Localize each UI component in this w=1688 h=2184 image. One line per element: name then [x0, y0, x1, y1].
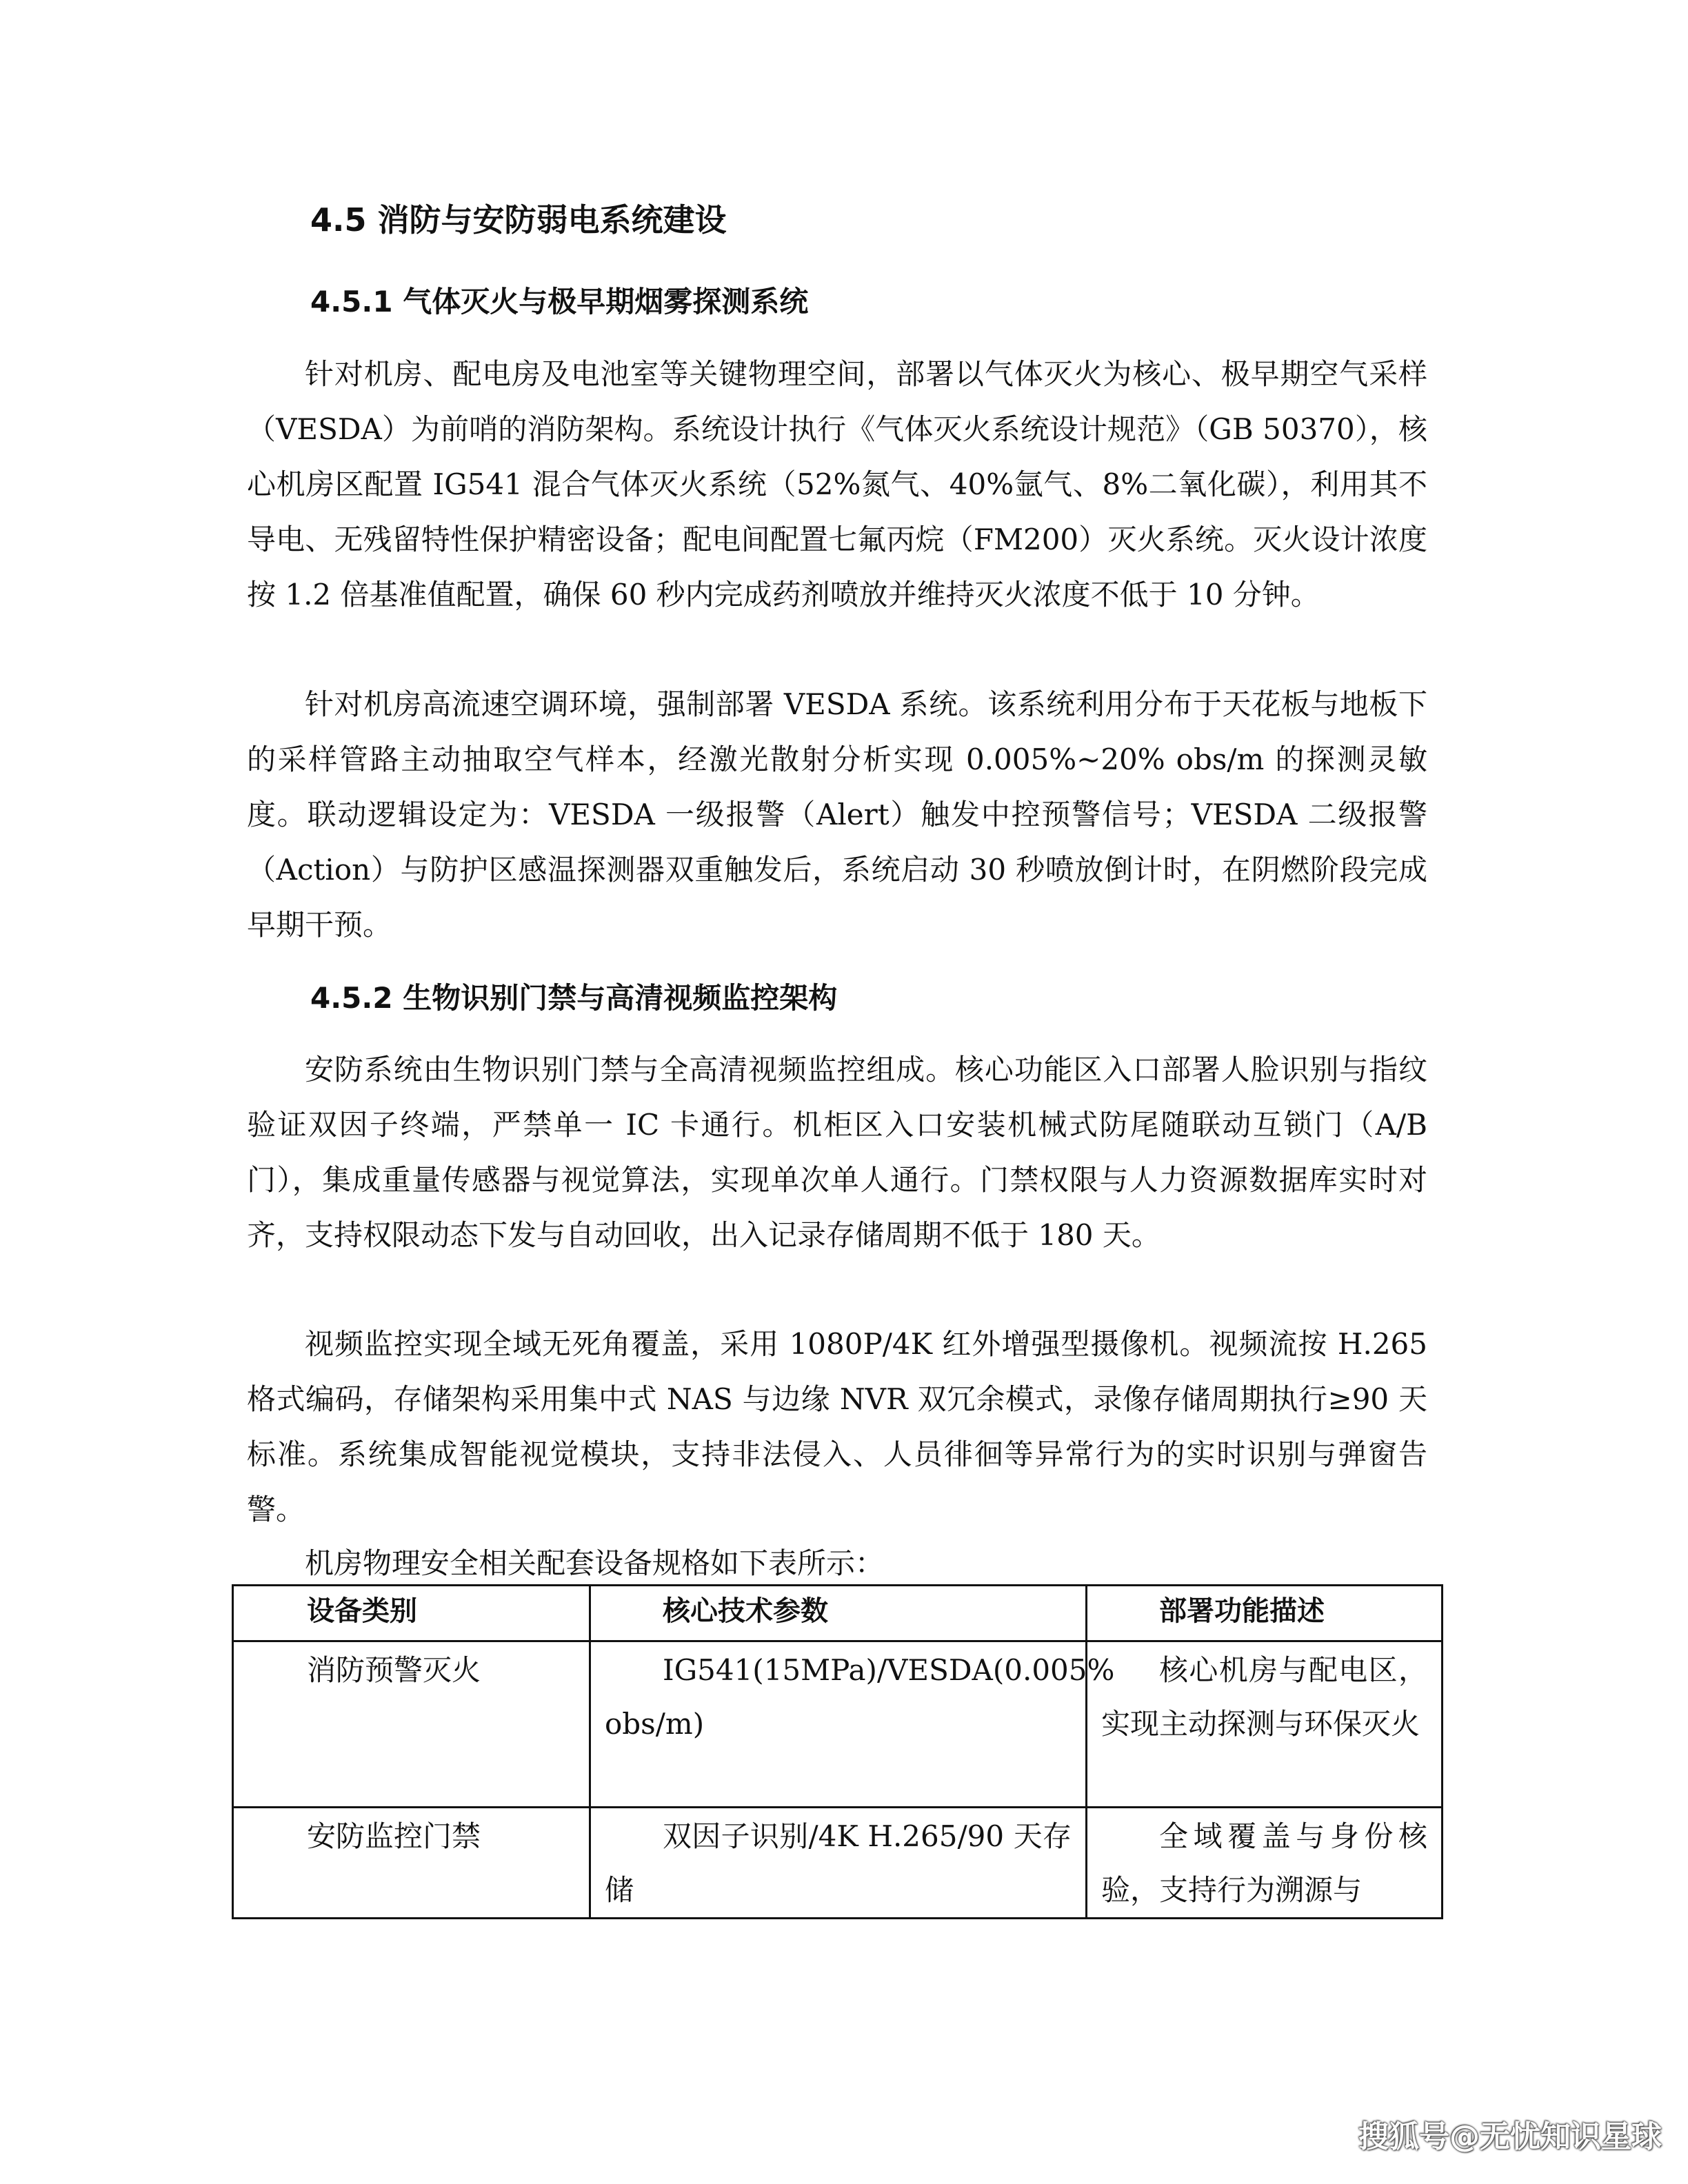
equipment-spec-table: [232, 1584, 1443, 1919]
header-category: 设备类别: [233, 1586, 590, 1641]
table-header-row: [233, 1586, 1443, 1641]
cell-function: 全域覆盖与身份核验，支持行为溯源与: [1087, 1808, 1443, 1919]
cell-function: 核心机房与配电区，实现主动探测与环保灭火: [1087, 1641, 1443, 1808]
header-function: 部署功能描述: [1087, 1586, 1443, 1641]
table-row: [233, 1641, 1443, 1808]
section-heading: 4.5 消防与安防弱电系统建设: [310, 201, 727, 239]
cell-params: 双因子识别/4K H.265/90 天存储: [590, 1808, 1087, 1919]
paragraph-vesda: 针对机房高流速空调环境，强制部署 VESDA 系统。该系统利用分布于天花板与地板下的采样管路主动抽取空气样本，经激光散射分析实现 0.005%~20% obs/m 的探测灵敏度。联动逻辑设定为：VESDA 一级报警（Alert）触发中控预警信号；VESDA 二级报警（Action）与防护区感温探测器双重触发后，系统启动 30 秒喷放倒计时，在阴燃阶段完成早期干预。: [247, 687, 1427, 942]
cell-category: 安防监控门禁: [233, 1808, 590, 1919]
subsection-heading-access-video: 4.5.2 生物识别门禁与高清视频监控架构: [310, 981, 838, 1015]
header-params: 核心技术参数: [590, 1586, 1087, 1641]
cell-category: 消防预警灭火: [233, 1641, 590, 1808]
paragraph-gas-extinguishing: 针对机房、配电房及电池室等关键物理空间，部署以气体灭火为核心、极早期空气采样（VESDA）为前哨的消防架构。系统设计执行《气体灭火系统设计规范》（GB 50370），核心机房区配置 IG541 混合气体灭火系统（52%氮气、40%氩气、8%二氧化碳），利用其不导电、无残留特性保护精密设备；配电间配置七氟丙烷（FM200）灭火系统。灭火设计浓度按 1.2 倍基准值配置，确保 60 秒内完成药剂喷放并维持灭火浓度不低于 10 分钟。: [247, 357, 1427, 611]
cell-params: IG541(15MPa)/VESDA(0.005% obs/m): [590, 1641, 1087, 1808]
paragraph-video-surveillance: 视频监控实现全域无死角覆盖，采用 1080P/4K 红外增强型摄像机。视频流按 H.265 格式编码，存储架构采用集中式 NAS 与边缘 NVR 双冗余模式，录像存储周期执行≥90 天标准。系统集成智能视觉模块，支持非法侵入、人员徘徊等异常行为的实时识别与弹窗告警。: [247, 1327, 1427, 1526]
table-row: [233, 1808, 1443, 1919]
subsection-heading-gas-fire: 4.5.1 气体灭火与极早期烟雾探测系统: [310, 285, 809, 318]
table-intro: 机房物理安全相关配套设备规格如下表所示：: [305, 1546, 885, 1580]
paragraph-access-control: 安防系统由生物识别门禁与全高清视频监控组成。核心功能区入口部署人脸识别与指纹验证双因子终端，严禁单一 IC 卡通行。机柜区入口安装机械式防尾随联动互锁门（A/B 门），集成重量传感器与视觉算法，实现单次单人通行。门禁权限与人力资源数据库实时对齐，支持权限动态下发与自动回收，出入记录存储周期不低于 180 天。: [247, 1053, 1427, 1252]
watermark-text: 搜狐号@无忧知识星球: [1358, 2119, 1662, 2154]
